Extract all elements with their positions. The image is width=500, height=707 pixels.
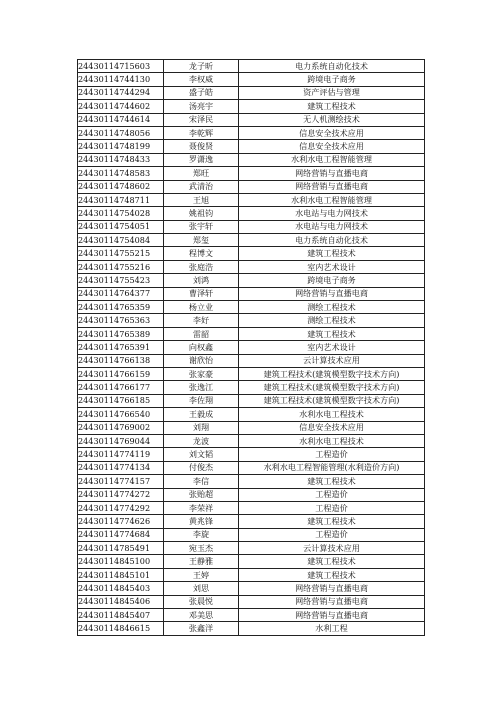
student-name-cell: 刘鸿	[164, 274, 239, 287]
major-cell: 工程造价	[239, 501, 425, 514]
table-row	[78, 113, 425, 126]
student-id-cell: 24430114744294	[78, 86, 164, 99]
student-name-cell: 郑旺	[164, 167, 239, 180]
student-id-cell: 24430114845101	[78, 568, 164, 581]
student-name-cell: 宋泽民	[164, 113, 239, 126]
student-id-cell: 24430114774157	[78, 475, 164, 488]
student-name-cell: 黄兆锋	[164, 515, 239, 528]
student-name-cell: 刘翔	[164, 421, 239, 434]
student-id-cell: 24430114765389	[78, 327, 164, 340]
student-name-cell: 罗潇逸	[164, 153, 239, 166]
table-row	[78, 287, 425, 300]
student-id-cell: 24430114748199	[78, 140, 164, 153]
major-cell: 室内艺术设计	[239, 341, 425, 354]
student-name-cell: 曹泽轩	[164, 287, 239, 300]
major-cell: 信息安全技术应用	[239, 140, 425, 153]
student-name-cell: 李旋	[164, 528, 239, 541]
table-row	[78, 220, 425, 233]
major-cell: 信息安全技术应用	[239, 421, 425, 434]
major-cell: 建筑工程技术(建筑模型数字技术方向)	[239, 381, 425, 394]
student-id-cell: 24430114748602	[78, 180, 164, 193]
student-name-cell: 向权鑫	[164, 341, 239, 354]
student-name-cell: 李乾辉	[164, 126, 239, 139]
major-cell: 电力系统自动化技术	[239, 234, 425, 247]
major-cell: 室内艺术设计	[239, 260, 425, 273]
student-name-cell: 付俊杰	[164, 461, 239, 474]
major-cell: 水利水电工程智能管理	[239, 153, 425, 166]
student-id-cell: 24430114754084	[78, 234, 164, 247]
table-row	[78, 609, 425, 622]
student-id-cell: 24430114774134	[78, 461, 164, 474]
major-cell: 测绘工程技术	[239, 301, 425, 314]
student-id-cell: 24430114765363	[78, 314, 164, 327]
student-name-cell: 杨立业	[164, 301, 239, 314]
major-cell: 资产评估与管理	[239, 86, 425, 99]
student-name-cell: 张宇轩	[164, 220, 239, 233]
student-name-cell: 雷韶	[164, 327, 239, 340]
student-name-cell: 聂俊贤	[164, 140, 239, 153]
table-row	[78, 153, 425, 166]
major-cell: 网络营销与直播电商	[239, 609, 425, 622]
table-row	[78, 448, 425, 461]
major-cell: 建筑工程技术	[239, 515, 425, 528]
student-id-cell: 24430114845100	[78, 555, 164, 568]
table-row	[78, 555, 425, 568]
table-row	[78, 341, 425, 354]
student-id-cell: 24430114748056	[78, 126, 164, 139]
major-cell: 信息安全技术应用	[239, 126, 425, 139]
table-row	[78, 86, 425, 99]
table-row	[78, 60, 425, 73]
student-id-cell: 24430114764377	[78, 287, 164, 300]
table-row	[78, 126, 425, 139]
major-cell: 跨境电子商务	[239, 73, 425, 86]
table-row	[78, 73, 425, 86]
table-row	[78, 354, 425, 367]
student-id-cell: 24430114766138	[78, 354, 164, 367]
major-cell: 网络营销与直播电商	[239, 595, 425, 608]
table-row	[78, 488, 425, 501]
table-row	[78, 408, 425, 421]
student-id-cell: 24430114765359	[78, 301, 164, 314]
table-row	[78, 314, 425, 327]
table-row	[78, 193, 425, 206]
student-id-cell: 24430114748433	[78, 153, 164, 166]
major-cell: 网络营销与直播电商	[239, 167, 425, 180]
student-id-cell: 24430114774272	[78, 488, 164, 501]
student-name-cell: 刘文韬	[164, 448, 239, 461]
student-id-cell: 24430114769002	[78, 421, 164, 434]
student-id-cell: 24430114755423	[78, 274, 164, 287]
major-cell: 建筑工程技术	[239, 555, 425, 568]
major-cell: 水利水电工程智能管理	[239, 193, 425, 206]
student-name-cell: 邓美思	[164, 609, 239, 622]
table-row	[78, 515, 425, 528]
major-cell: 建筑工程技术	[239, 100, 425, 113]
student-name-cell: 张贻超	[164, 488, 239, 501]
major-cell: 水电站与电力网技术	[239, 220, 425, 233]
major-cell: 网络营销与直播电商	[239, 180, 425, 193]
table-row	[78, 475, 425, 488]
student-name-cell: 武清治	[164, 180, 239, 193]
major-cell: 无人机测绘技术	[239, 113, 425, 126]
table-row	[78, 501, 425, 514]
table-row	[78, 260, 425, 273]
major-cell: 云计算技术应用	[239, 354, 425, 367]
student-id-cell: 24430114754028	[78, 207, 164, 220]
table-row	[78, 542, 425, 555]
student-name-cell: 盛子皓	[164, 86, 239, 99]
table-row	[78, 301, 425, 314]
table-row	[78, 367, 425, 380]
student-name-cell: 李信	[164, 475, 239, 488]
student-name-cell: 王婷	[164, 568, 239, 581]
student-name-cell: 张鑫洋	[164, 622, 239, 635]
student-id-cell: 24430114715603	[78, 60, 164, 73]
table-row	[78, 327, 425, 340]
major-cell: 工程造价	[239, 528, 425, 541]
student-id-cell: 24430114744602	[78, 100, 164, 113]
student-name-cell: 张逸江	[164, 381, 239, 394]
student-id-cell: 24430114748583	[78, 167, 164, 180]
major-cell: 水利水电工程技术	[239, 434, 425, 447]
table-row	[78, 568, 425, 581]
student-id-cell: 24430114755215	[78, 247, 164, 260]
major-cell: 水利水电工程技术	[239, 408, 425, 421]
table-row	[78, 461, 425, 474]
major-cell: 工程造价	[239, 488, 425, 501]
table-row	[78, 421, 425, 434]
student-id-cell: 24430114846615	[78, 622, 164, 635]
table-row	[78, 394, 425, 407]
student-name-cell: 张家豪	[164, 367, 239, 380]
student-id-cell: 24430114785491	[78, 542, 164, 555]
student-name-cell: 李好	[164, 314, 239, 327]
major-cell: 建筑工程技术	[239, 568, 425, 581]
table-row	[78, 180, 425, 193]
major-cell: 建筑工程技术(建筑模型数字技术方向)	[239, 367, 425, 380]
table-row	[78, 381, 425, 394]
major-cell: 测绘工程技术	[239, 314, 425, 327]
table-row	[78, 528, 425, 541]
major-cell: 水利工程	[239, 622, 425, 635]
roster-body	[78, 60, 425, 636]
student-name-cell: 宛玉杰	[164, 542, 239, 555]
student-id-cell: 24430114766177	[78, 381, 164, 394]
table-row	[78, 434, 425, 447]
student-id-cell: 24430114845406	[78, 595, 164, 608]
student-name-cell: 龙子昕	[164, 60, 239, 73]
student-id-cell: 24430114766540	[78, 408, 164, 421]
student-id-cell: 24430114744130	[78, 73, 164, 86]
major-cell: 云计算技术应用	[239, 542, 425, 555]
student-id-cell: 24430114755216	[78, 260, 164, 273]
student-id-cell: 24430114766159	[78, 367, 164, 380]
student-name-cell: 汤亮宇	[164, 100, 239, 113]
table-row	[78, 582, 425, 595]
table-row	[78, 234, 425, 247]
student-id-cell: 24430114754051	[78, 220, 164, 233]
student-id-cell: 24430114845403	[78, 582, 164, 595]
table-row	[78, 100, 425, 113]
table-row	[78, 167, 425, 180]
major-cell: 网络营销与直播电商	[239, 582, 425, 595]
student-id-cell: 24430114774684	[78, 528, 164, 541]
student-id-cell: 24430114765391	[78, 341, 164, 354]
major-cell: 工程造价	[239, 448, 425, 461]
major-cell: 网络营销与直播电商	[239, 287, 425, 300]
student-id-cell: 24430114774119	[78, 448, 164, 461]
student-id-cell: 24430114769044	[78, 434, 164, 447]
table-row	[78, 274, 425, 287]
student-name-cell: 李荣祥	[164, 501, 239, 514]
table-row	[78, 207, 425, 220]
student-name-cell: 姚祖钧	[164, 207, 239, 220]
student-name-cell: 张晨悦	[164, 595, 239, 608]
student-id-cell: 24430114774292	[78, 501, 164, 514]
student-name-cell: 王毅成	[164, 408, 239, 421]
major-cell: 跨境电子商务	[239, 274, 425, 287]
table-row	[78, 140, 425, 153]
major-cell: 水电站与电力网技术	[239, 207, 425, 220]
student-name-cell: 王旭	[164, 193, 239, 206]
student-name-cell: 程博文	[164, 247, 239, 260]
major-cell: 建筑工程技术	[239, 475, 425, 488]
student-id-cell: 24430114845407	[78, 609, 164, 622]
student-name-cell: 龙波	[164, 434, 239, 447]
student-name-cell: 王静雅	[164, 555, 239, 568]
student-name-cell: 郑玺	[164, 234, 239, 247]
student-name-cell: 李佐翔	[164, 394, 239, 407]
table-row	[78, 622, 425, 635]
student-id-cell: 24430114744614	[78, 113, 164, 126]
student-id-cell: 24430114766185	[78, 394, 164, 407]
student-name-cell: 张庭浩	[164, 260, 239, 273]
student-name-cell: 李权威	[164, 73, 239, 86]
table-row	[78, 595, 425, 608]
student-name-cell: 刘思	[164, 582, 239, 595]
student-roster-table	[77, 59, 425, 636]
major-cell: 建筑工程技术	[239, 327, 425, 340]
table-row	[78, 247, 425, 260]
major-cell: 电力系统自动化技术	[239, 60, 425, 73]
student-id-cell: 24430114774626	[78, 515, 164, 528]
student-id-cell: 24430114748711	[78, 193, 164, 206]
major-cell: 建筑工程技术(建筑模型数字技术方向)	[239, 394, 425, 407]
student-name-cell: 谢欣怡	[164, 354, 239, 367]
major-cell: 建筑工程技术	[239, 247, 425, 260]
major-cell: 水利水电工程智能管理(水利造价方向)	[239, 461, 425, 474]
